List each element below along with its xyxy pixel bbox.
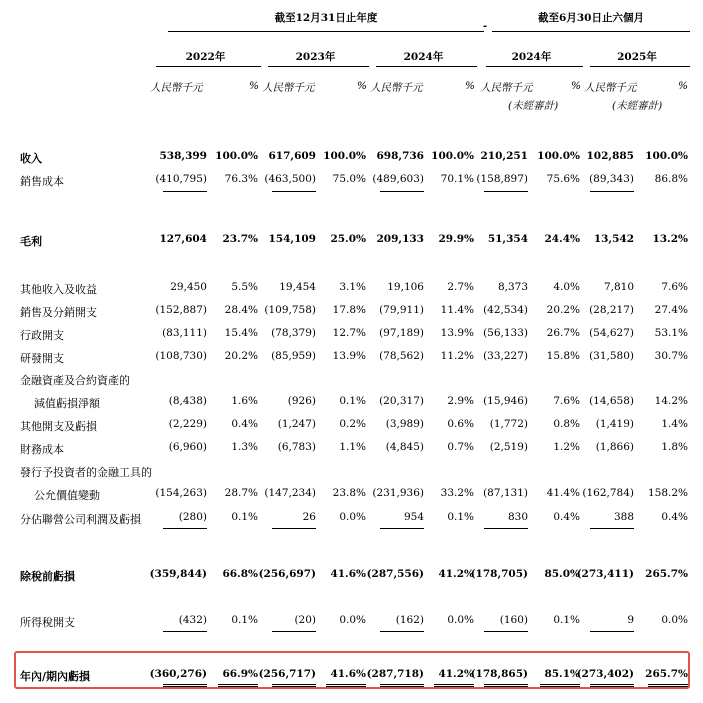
row-label: 財務成本 xyxy=(20,443,64,456)
underline xyxy=(163,631,207,632)
amount-cell: (926) xyxy=(287,395,316,407)
highlight-box xyxy=(14,651,690,689)
percent-cell: 23.7% xyxy=(222,233,258,245)
percent-cell: 41.4% xyxy=(546,487,580,499)
unit-header: 人民幣千元 xyxy=(480,82,533,94)
percent-cell: 0.1% xyxy=(231,614,258,626)
percent-cell: 75.0% xyxy=(332,173,366,185)
percent-cell: 0.0% xyxy=(447,614,474,626)
year-rule xyxy=(590,66,690,67)
amount-cell: (42,534) xyxy=(483,304,528,316)
row-label: 銷售成本 xyxy=(20,175,64,188)
percent-cell: 1.1% xyxy=(339,441,366,453)
amount-cell: (2,519) xyxy=(489,441,528,453)
percent-cell: 29.9% xyxy=(438,233,474,245)
amount-cell: (359,844) xyxy=(149,568,207,580)
amount-cell: 19,454 xyxy=(279,281,316,293)
percent-cell: 20.2% xyxy=(224,350,258,362)
amount-cell: (14,658) xyxy=(589,395,634,407)
amount-cell: 830 xyxy=(507,511,528,523)
amount-cell: 13,542 xyxy=(593,233,634,245)
amount-cell: (256,717) xyxy=(258,668,316,680)
percent-header: % xyxy=(249,80,259,92)
group-header-six-months: 截至6月30日止六個月 xyxy=(538,12,644,24)
year-rule xyxy=(486,66,583,67)
percent-header: % xyxy=(678,80,688,92)
amount-cell: (287,556) xyxy=(366,568,424,580)
row-label: 發行予投資者的金融工具的 xyxy=(20,466,152,479)
underline xyxy=(484,528,528,529)
amount-cell: (15,946) xyxy=(483,395,528,407)
amount-cell: (4,845) xyxy=(385,441,424,453)
percent-cell: 66.8% xyxy=(222,568,258,580)
percent-cell: 2.7% xyxy=(447,281,474,293)
percent-cell: 100.0% xyxy=(431,150,474,162)
amount-cell: (1,419) xyxy=(595,418,634,430)
amount-cell: 209,133 xyxy=(376,233,424,245)
row-label: 所得稅開支 xyxy=(20,616,75,629)
percent-cell: 20.2% xyxy=(546,304,580,316)
row-label: 減值虧損淨額 xyxy=(34,397,100,410)
percent-cell: 66.9% xyxy=(222,668,258,680)
amount-cell: (97,189) xyxy=(379,327,424,339)
percent-cell: 33.2% xyxy=(440,487,474,499)
row-label: 除稅前虧損 xyxy=(20,570,75,583)
group-rule-2 xyxy=(492,31,690,32)
group-header-dash: - xyxy=(482,20,488,32)
percent-cell: 41.2% xyxy=(438,668,474,680)
amount-cell: (147,234) xyxy=(264,487,316,499)
amount-cell: 51,354 xyxy=(487,233,528,245)
percent-cell: 3.1% xyxy=(339,281,366,293)
group-rule-1 xyxy=(168,31,484,32)
percent-header: % xyxy=(357,80,367,92)
percent-cell: 15.8% xyxy=(546,350,580,362)
percent-cell: 23.8% xyxy=(332,487,366,499)
percent-cell: 0.0% xyxy=(661,614,688,626)
amount-cell: (89,343) xyxy=(589,173,634,185)
amount-cell: (33,227) xyxy=(483,350,528,362)
year-rule xyxy=(376,66,477,67)
percent-cell: 28.4% xyxy=(224,304,258,316)
percent-cell: 0.0% xyxy=(339,511,366,523)
unaudited-label: (未經審計) xyxy=(612,100,663,112)
percent-cell: 100.0% xyxy=(215,150,258,162)
percent-cell: 7.6% xyxy=(553,395,580,407)
percent-cell: 2.9% xyxy=(447,395,474,407)
amount-cell: (87,131) xyxy=(483,487,528,499)
amount-cell: (108,730) xyxy=(155,350,207,362)
row-label: 公允價值變動 xyxy=(34,489,100,502)
percent-header: % xyxy=(465,80,475,92)
underline xyxy=(272,191,316,192)
row-label: 行政開支 xyxy=(20,329,64,342)
percent-cell: 0.4% xyxy=(661,511,688,523)
percent-cell: 11.2% xyxy=(440,350,474,362)
percent-cell: 7.6% xyxy=(661,281,688,293)
percent-cell: 25.0% xyxy=(330,233,366,245)
percent-cell: 12.7% xyxy=(332,327,366,339)
amount-cell: (273,411) xyxy=(576,568,634,580)
percent-cell: 0.1% xyxy=(447,511,474,523)
percent-cell: 13.9% xyxy=(440,327,474,339)
amount-cell: 538,399 xyxy=(159,150,207,162)
row-label: 金融資產及合約資產的 xyxy=(20,374,130,387)
amount-cell: (162) xyxy=(395,614,424,626)
amount-cell: 154,109 xyxy=(268,233,316,245)
amount-cell: (31,580) xyxy=(589,350,634,362)
percent-cell: 100.0% xyxy=(323,150,366,162)
row-label: 收入 xyxy=(20,152,42,165)
amount-cell: 210,251 xyxy=(480,150,528,162)
percent-cell: 1.8% xyxy=(661,441,688,453)
percent-cell: 41.2% xyxy=(438,568,474,580)
percent-cell: 76.3% xyxy=(224,173,258,185)
percent-cell: 14.2% xyxy=(654,395,688,407)
percent-cell: 70.1% xyxy=(440,173,474,185)
amount-cell: (1,247) xyxy=(277,418,316,430)
amount-cell: (54,627) xyxy=(589,327,634,339)
percent-cell: 0.6% xyxy=(447,418,474,430)
underline xyxy=(380,631,424,632)
amount-cell: 29,450 xyxy=(170,281,207,293)
amount-cell: (79,911) xyxy=(379,304,424,316)
percent-cell: 17.8% xyxy=(332,304,366,316)
unit-header: 人民幣千元 xyxy=(262,82,315,94)
year-rule xyxy=(268,66,369,67)
percent-cell: 41.6% xyxy=(330,568,366,580)
amount-cell: (2,229) xyxy=(168,418,207,430)
amount-cell: 7,810 xyxy=(603,281,634,293)
percent-cell: 24.4% xyxy=(544,233,580,245)
percent-cell: 4.0% xyxy=(553,281,580,293)
row-label: 其他開支及虧損 xyxy=(20,420,97,433)
amount-cell: (1,866) xyxy=(595,441,634,453)
amount-cell: (20,317) xyxy=(379,395,424,407)
percent-cell: 265.7% xyxy=(645,568,688,580)
amount-cell: 127,604 xyxy=(159,233,207,245)
amount-cell: (280) xyxy=(178,511,207,523)
amount-cell: (178,705) xyxy=(470,568,528,580)
group-header-fiscal-years: 截至12月31日止年度 xyxy=(274,12,378,24)
amount-cell: (3,989) xyxy=(385,418,424,430)
percent-cell: 0.1% xyxy=(339,395,366,407)
unit-header: 人民幣千元 xyxy=(370,82,423,94)
underline xyxy=(484,631,528,632)
percent-cell: 265.7% xyxy=(645,668,688,680)
row-label: 研發開支 xyxy=(20,352,64,365)
percent-cell: 0.0% xyxy=(339,614,366,626)
amount-cell: (410,795) xyxy=(155,173,207,185)
unit-header: 人民幣千元 xyxy=(584,82,637,94)
percent-cell: 13.9% xyxy=(332,350,366,362)
year-header: 2023年 xyxy=(295,51,336,63)
percent-cell: 1.3% xyxy=(231,441,258,453)
percent-cell: 100.0% xyxy=(645,150,688,162)
amount-cell: (1,772) xyxy=(489,418,528,430)
amount-cell: 954 xyxy=(403,511,424,523)
underline xyxy=(590,191,634,192)
percent-cell: 0.1% xyxy=(553,614,580,626)
amount-cell: (8,438) xyxy=(168,395,207,407)
amount-cell: (28,217) xyxy=(589,304,634,316)
amount-cell: 388 xyxy=(613,511,634,523)
amount-cell: (160) xyxy=(499,614,528,626)
amount-cell: 26 xyxy=(302,511,316,523)
percent-cell: 28.7% xyxy=(224,487,258,499)
amount-cell: (20) xyxy=(294,614,316,626)
percent-header: % xyxy=(571,80,581,92)
underline xyxy=(484,191,528,192)
amount-cell: (152,887) xyxy=(155,304,207,316)
underline xyxy=(272,631,316,632)
percent-cell: 0.1% xyxy=(231,511,258,523)
percent-cell: 86.8% xyxy=(654,173,688,185)
underline xyxy=(590,528,634,529)
percent-cell: 1.6% xyxy=(231,395,258,407)
amount-cell: (109,758) xyxy=(264,304,316,316)
percent-cell: 85.1% xyxy=(544,668,580,680)
row-label: 年內/期內虧損 xyxy=(20,670,91,683)
percent-cell: 26.7% xyxy=(546,327,580,339)
amount-cell: (432) xyxy=(178,614,207,626)
percent-cell: 11.4% xyxy=(440,304,474,316)
percent-cell: 1.4% xyxy=(661,418,688,430)
amount-cell: (178,865) xyxy=(470,668,528,680)
amount-cell: (256,697) xyxy=(258,568,316,580)
amount-cell: (360,276) xyxy=(149,668,207,680)
percent-cell: 15.4% xyxy=(224,327,258,339)
amount-cell: (56,133) xyxy=(483,327,528,339)
percent-cell: 41.6% xyxy=(330,668,366,680)
year-header: 2022年 xyxy=(185,51,226,63)
amount-cell: (158,897) xyxy=(476,173,528,185)
percent-cell: 158.2% xyxy=(647,487,688,499)
amount-cell: 9 xyxy=(627,614,634,626)
amount-cell: (154,263) xyxy=(155,487,207,499)
amount-cell: (463,500) xyxy=(264,173,316,185)
year-rule xyxy=(156,66,261,67)
amount-cell: (273,402) xyxy=(576,668,634,680)
amount-cell: 8,373 xyxy=(497,281,528,293)
amount-cell: (162,784) xyxy=(582,487,634,499)
row-label: 銷售及分銷開支 xyxy=(20,306,97,319)
percent-cell: 53.1% xyxy=(654,327,688,339)
percent-cell: 5.5% xyxy=(231,281,258,293)
row-label: 分佔聯營公司利潤及虧損 xyxy=(20,513,141,526)
amount-cell: (78,379) xyxy=(271,327,316,339)
percent-cell: 0.2% xyxy=(339,418,366,430)
percent-cell: 0.7% xyxy=(447,441,474,453)
percent-cell: 13.2% xyxy=(652,233,688,245)
percent-cell: 27.4% xyxy=(654,304,688,316)
underline xyxy=(163,528,207,529)
percent-cell: 30.7% xyxy=(654,350,688,362)
year-header: 2024年 xyxy=(511,51,552,63)
amount-cell: (489,603) xyxy=(372,173,424,185)
underline xyxy=(380,528,424,529)
year-header: 2024年 xyxy=(403,51,444,63)
amount-cell: (83,111) xyxy=(162,327,207,339)
underline xyxy=(163,191,207,192)
amount-cell: 102,885 xyxy=(586,150,634,162)
amount-cell: 698,736 xyxy=(376,150,424,162)
amount-cell: (231,936) xyxy=(372,487,424,499)
amount-cell: (287,718) xyxy=(366,668,424,680)
percent-cell: 0.4% xyxy=(231,418,258,430)
amount-cell: (6,960) xyxy=(168,441,207,453)
amount-cell: (6,783) xyxy=(277,441,316,453)
amount-cell: (85,959) xyxy=(271,350,316,362)
percent-cell: 0.4% xyxy=(553,511,580,523)
percent-cell: 85.0% xyxy=(544,568,580,580)
percent-cell: 0.8% xyxy=(553,418,580,430)
underline xyxy=(380,191,424,192)
percent-cell: 75.6% xyxy=(546,173,580,185)
percent-cell: 1.2% xyxy=(553,441,580,453)
underline xyxy=(590,631,634,632)
row-label: 其他收入及收益 xyxy=(20,283,97,296)
underline xyxy=(272,528,316,529)
unaudited-label: (未經審計) xyxy=(508,100,559,112)
year-header: 2025年 xyxy=(617,51,657,63)
unit-header: 人民幣千元 xyxy=(150,82,203,94)
amount-cell: 19,106 xyxy=(387,281,424,293)
amount-cell: (78,562) xyxy=(379,350,424,362)
row-label: 毛利 xyxy=(20,235,42,248)
percent-cell: 100.0% xyxy=(537,150,580,162)
amount-cell: 617,609 xyxy=(268,150,316,162)
